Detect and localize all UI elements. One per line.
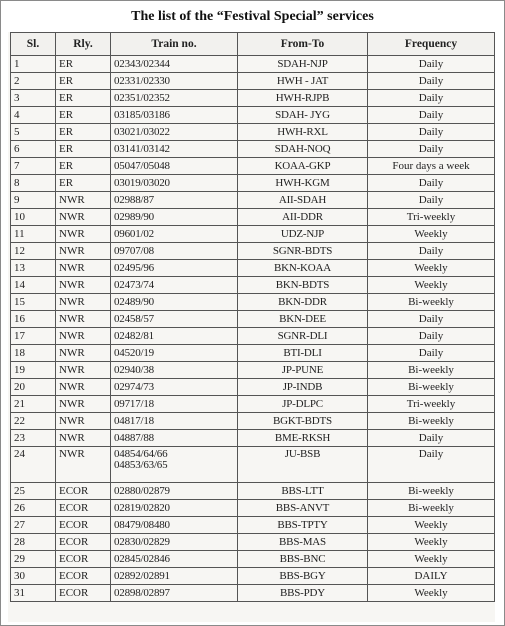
table-row: [11, 243, 495, 260]
cell-rly: NWR: [56, 430, 111, 447]
table-row: [11, 56, 495, 73]
cell-sl: 9: [11, 192, 56, 209]
cell-from-to: HWH-KGM: [238, 175, 368, 192]
cell-rly: NWR: [56, 260, 111, 277]
cell-rly: NWR: [56, 192, 111, 209]
table-header-row: [11, 33, 495, 56]
cell-train-no: 05047/05048: [111, 158, 238, 175]
cell-frequency: DAILY: [368, 568, 495, 585]
cell-rly: ER: [56, 56, 111, 73]
cell-sl: 3: [11, 90, 56, 107]
cell-rly: NWR: [56, 328, 111, 345]
cell-rly: NWR: [56, 243, 111, 260]
table-row: [11, 483, 495, 500]
table-row: [11, 500, 495, 517]
cell-sl: 24: [11, 447, 56, 483]
cell-train-no: 02495/96: [111, 260, 238, 277]
cell-from-to: HWH-RJPB: [238, 90, 368, 107]
table-row: [11, 158, 495, 175]
cell-from-to: HWH-RXL: [238, 124, 368, 141]
cell-from-to: BBS-MAS: [238, 534, 368, 551]
cell-train-no: 02845/02846: [111, 551, 238, 568]
table-row: [11, 345, 495, 362]
cell-rly: ECOR: [56, 568, 111, 585]
cell-frequency: Daily: [368, 141, 495, 158]
cell-from-to: SGNR-BDTS: [238, 243, 368, 260]
cell-sl: 31: [11, 585, 56, 602]
cell-train-no: 02974/73: [111, 379, 238, 396]
cell-sl: 15: [11, 294, 56, 311]
cell-from-to: SDAH-NJP: [238, 56, 368, 73]
table-row: [11, 192, 495, 209]
cell-sl: 26: [11, 500, 56, 517]
cell-sl: 19: [11, 362, 56, 379]
cell-train-no: 03021/03022: [111, 124, 238, 141]
cell-train-no: 04817/18: [111, 413, 238, 430]
cell-train-no: 02351/02352: [111, 90, 238, 107]
cell-from-to: JU-BSB: [238, 447, 368, 483]
cell-train-no: 03185/03186: [111, 107, 238, 124]
cell-sl: 20: [11, 379, 56, 396]
cell-train-no: 02989/90: [111, 209, 238, 226]
table-row: [11, 226, 495, 243]
table-row: [11, 90, 495, 107]
cell-frequency: Daily: [368, 90, 495, 107]
cell-sl: 7: [11, 158, 56, 175]
cell-train-no: 04887/88: [111, 430, 238, 447]
cell-sl: 30: [11, 568, 56, 585]
table-row: [11, 413, 495, 430]
scanned-sheet: [8, 32, 495, 622]
cell-rly: ER: [56, 124, 111, 141]
cell-sl: 2: [11, 73, 56, 90]
cell-frequency: Four days a week: [368, 158, 495, 175]
cell-sl: 5: [11, 124, 56, 141]
cell-from-to: BBS-BNC: [238, 551, 368, 568]
cell-sl: 23: [11, 430, 56, 447]
cell-from-to: JP-INDB: [238, 379, 368, 396]
cell-rly: ER: [56, 90, 111, 107]
festival-special-table: [10, 32, 495, 602]
cell-frequency: Daily: [368, 175, 495, 192]
cell-from-to: BKN-DEE: [238, 311, 368, 328]
cell-rly: ER: [56, 158, 111, 175]
cell-rly: ECOR: [56, 517, 111, 534]
cell-rly: ECOR: [56, 483, 111, 500]
cell-sl: 8: [11, 175, 56, 192]
cell-frequency: Daily: [368, 56, 495, 73]
cell-frequency: Weekly: [368, 277, 495, 294]
header-sl: Sl.: [11, 33, 56, 56]
cell-rly: ECOR: [56, 534, 111, 551]
cell-rly: NWR: [56, 209, 111, 226]
cell-frequency: Weekly: [368, 551, 495, 568]
cell-frequency: Daily: [368, 328, 495, 345]
cell-frequency: Weekly: [368, 226, 495, 243]
cell-rly: NWR: [56, 294, 111, 311]
cell-frequency: Daily: [368, 107, 495, 124]
table-row: [11, 517, 495, 534]
cell-frequency: Tri-weekly: [368, 396, 495, 413]
cell-sl: 16: [11, 311, 56, 328]
cell-frequency: Bi-weekly: [368, 294, 495, 311]
table-row: [11, 141, 495, 158]
cell-train-no: 02489/90: [111, 294, 238, 311]
cell-sl: 21: [11, 396, 56, 413]
cell-frequency: Daily: [368, 243, 495, 260]
cell-from-to: JP-PUNE: [238, 362, 368, 379]
cell-train-no: 09717/18: [111, 396, 238, 413]
cell-train-no: 03141/03142: [111, 141, 238, 158]
cell-train-no: 02988/87: [111, 192, 238, 209]
cell-frequency: Weekly: [368, 585, 495, 602]
cell-train-no: 02331/02330: [111, 73, 238, 90]
cell-frequency: Tri-weekly: [368, 209, 495, 226]
cell-rly: NWR: [56, 396, 111, 413]
cell-train-no: 04520/19: [111, 345, 238, 362]
cell-from-to: AII-SDAH: [238, 192, 368, 209]
table-row: [11, 209, 495, 226]
table-row: [11, 124, 495, 141]
cell-sl: 4: [11, 107, 56, 124]
table-row: [11, 73, 495, 90]
table-body: [11, 56, 495, 602]
cell-frequency: Daily: [368, 447, 495, 483]
cell-frequency: Daily: [368, 192, 495, 209]
cell-rly: NWR: [56, 226, 111, 243]
header-rly: Rly.: [56, 33, 111, 56]
cell-sl: 1: [11, 56, 56, 73]
cell-from-to: BBS-TPTY: [238, 517, 368, 534]
cell-train-no: 08479/08480: [111, 517, 238, 534]
cell-train-no: 02892/02891: [111, 568, 238, 585]
cell-sl: 10: [11, 209, 56, 226]
train-no-line1: 04854/64/66: [114, 448, 168, 460]
cell-rly: ECOR: [56, 585, 111, 602]
cell-frequency: Weekly: [368, 517, 495, 534]
cell-from-to: BBS-BGY: [238, 568, 368, 585]
table-row: [11, 311, 495, 328]
table-row: [11, 277, 495, 294]
cell-frequency: Daily: [368, 430, 495, 447]
cell-from-to: BKN-BDTS: [238, 277, 368, 294]
cell-sl: 12: [11, 243, 56, 260]
cell-sl: 27: [11, 517, 56, 534]
table-row: [11, 294, 495, 311]
cell-from-to: BTI-DLI: [238, 345, 368, 362]
cell-rly: NWR: [56, 345, 111, 362]
cell-sl: 13: [11, 260, 56, 277]
cell-rly: ECOR: [56, 500, 111, 517]
cell-frequency: Bi-weekly: [368, 379, 495, 396]
cell-sl: 22: [11, 413, 56, 430]
cell-from-to: BBS-PDY: [238, 585, 368, 602]
cell-frequency: Bi-weekly: [368, 500, 495, 517]
cell-rly: ER: [56, 107, 111, 124]
cell-from-to: SGNR-DLI: [238, 328, 368, 345]
cell-train-no: 02458/57: [111, 311, 238, 328]
cell-train-no: 02898/02897: [111, 585, 238, 602]
cell-from-to: SDAH-NOQ: [238, 141, 368, 158]
cell-sl: 28: [11, 534, 56, 551]
cell-frequency: Daily: [368, 73, 495, 90]
cell-from-to: HWH - JAT: [238, 73, 368, 90]
cell-rly: ER: [56, 141, 111, 158]
table-row: [11, 379, 495, 396]
cell-frequency: Daily: [368, 345, 495, 362]
cell-from-to: BGKT-BDTS: [238, 413, 368, 430]
cell-sl: 14: [11, 277, 56, 294]
cell-from-to: JP-DLPC: [238, 396, 368, 413]
cell-from-to: KOAA-GKP: [238, 158, 368, 175]
cell-from-to: BME-RKSH: [238, 430, 368, 447]
table-row: [11, 328, 495, 345]
cell-rly: ER: [56, 73, 111, 90]
cell-frequency: Bi-weekly: [368, 413, 495, 430]
table-row: [11, 551, 495, 568]
cell-from-to: UDZ-NJP: [238, 226, 368, 243]
cell-train-no: 09707/08: [111, 243, 238, 260]
cell-from-to: BKN-KOAA: [238, 260, 368, 277]
cell-rly: NWR: [56, 277, 111, 294]
cell-rly: NWR: [56, 311, 111, 328]
table-row: [11, 447, 495, 483]
cell-from-to: BKN-DDR: [238, 294, 368, 311]
header-train-no: Train no.: [111, 33, 238, 56]
cell-from-to: BBS-ANVT: [238, 500, 368, 517]
cell-frequency: Weekly: [368, 260, 495, 277]
cell-train-no: 02482/81: [111, 328, 238, 345]
cell-frequency: Daily: [368, 124, 495, 141]
table-row: [11, 107, 495, 124]
table-row: [11, 568, 495, 585]
cell-sl: 25: [11, 483, 56, 500]
cell-rly: ER: [56, 175, 111, 192]
cell-sl: 11: [11, 226, 56, 243]
cell-train-no: 02880/02879: [111, 483, 238, 500]
cell-frequency: Bi-weekly: [368, 483, 495, 500]
cell-from-to: AII-DDR: [238, 209, 368, 226]
cell-train-no: 02343/02344: [111, 56, 238, 73]
cell-frequency: Weekly: [368, 534, 495, 551]
cell-train-no: 03019/03020: [111, 175, 238, 192]
table-row: [11, 396, 495, 413]
table-row: [11, 534, 495, 551]
cell-rly: NWR: [56, 447, 111, 483]
cell-train-no: 02473/74: [111, 277, 238, 294]
cell-rly: NWR: [56, 362, 111, 379]
header-frequency: Frequency: [368, 33, 495, 56]
table-row: [11, 260, 495, 277]
cell-train-no: 02830/02829: [111, 534, 238, 551]
table-row: [11, 362, 495, 379]
cell-train-no: 09601/02: [111, 226, 238, 243]
table-row: [11, 175, 495, 192]
cell-sl: 29: [11, 551, 56, 568]
cell-rly: NWR: [56, 379, 111, 396]
table-row: [11, 585, 495, 602]
cell-sl: 6: [11, 141, 56, 158]
cell-sl: 17: [11, 328, 56, 345]
cell-sl: 18: [11, 345, 56, 362]
cell-rly: ECOR: [56, 551, 111, 568]
cell-train-no: 02940/38: [111, 362, 238, 379]
cell-train-no: 02819/02820: [111, 500, 238, 517]
train-no-line2: 04853/63/65: [114, 459, 168, 471]
cell-from-to: SDAH- JYG: [238, 107, 368, 124]
cell-frequency: Daily: [368, 311, 495, 328]
header-from-to: From-To: [238, 33, 368, 56]
cell-rly: NWR: [56, 413, 111, 430]
cell-train-no: [111, 447, 238, 483]
cell-from-to: BBS-LTT: [238, 483, 368, 500]
cell-frequency: Bi-weekly: [368, 362, 495, 379]
table-row: [11, 430, 495, 447]
page-title: The list of the “Festival Special” services: [131, 9, 374, 24]
